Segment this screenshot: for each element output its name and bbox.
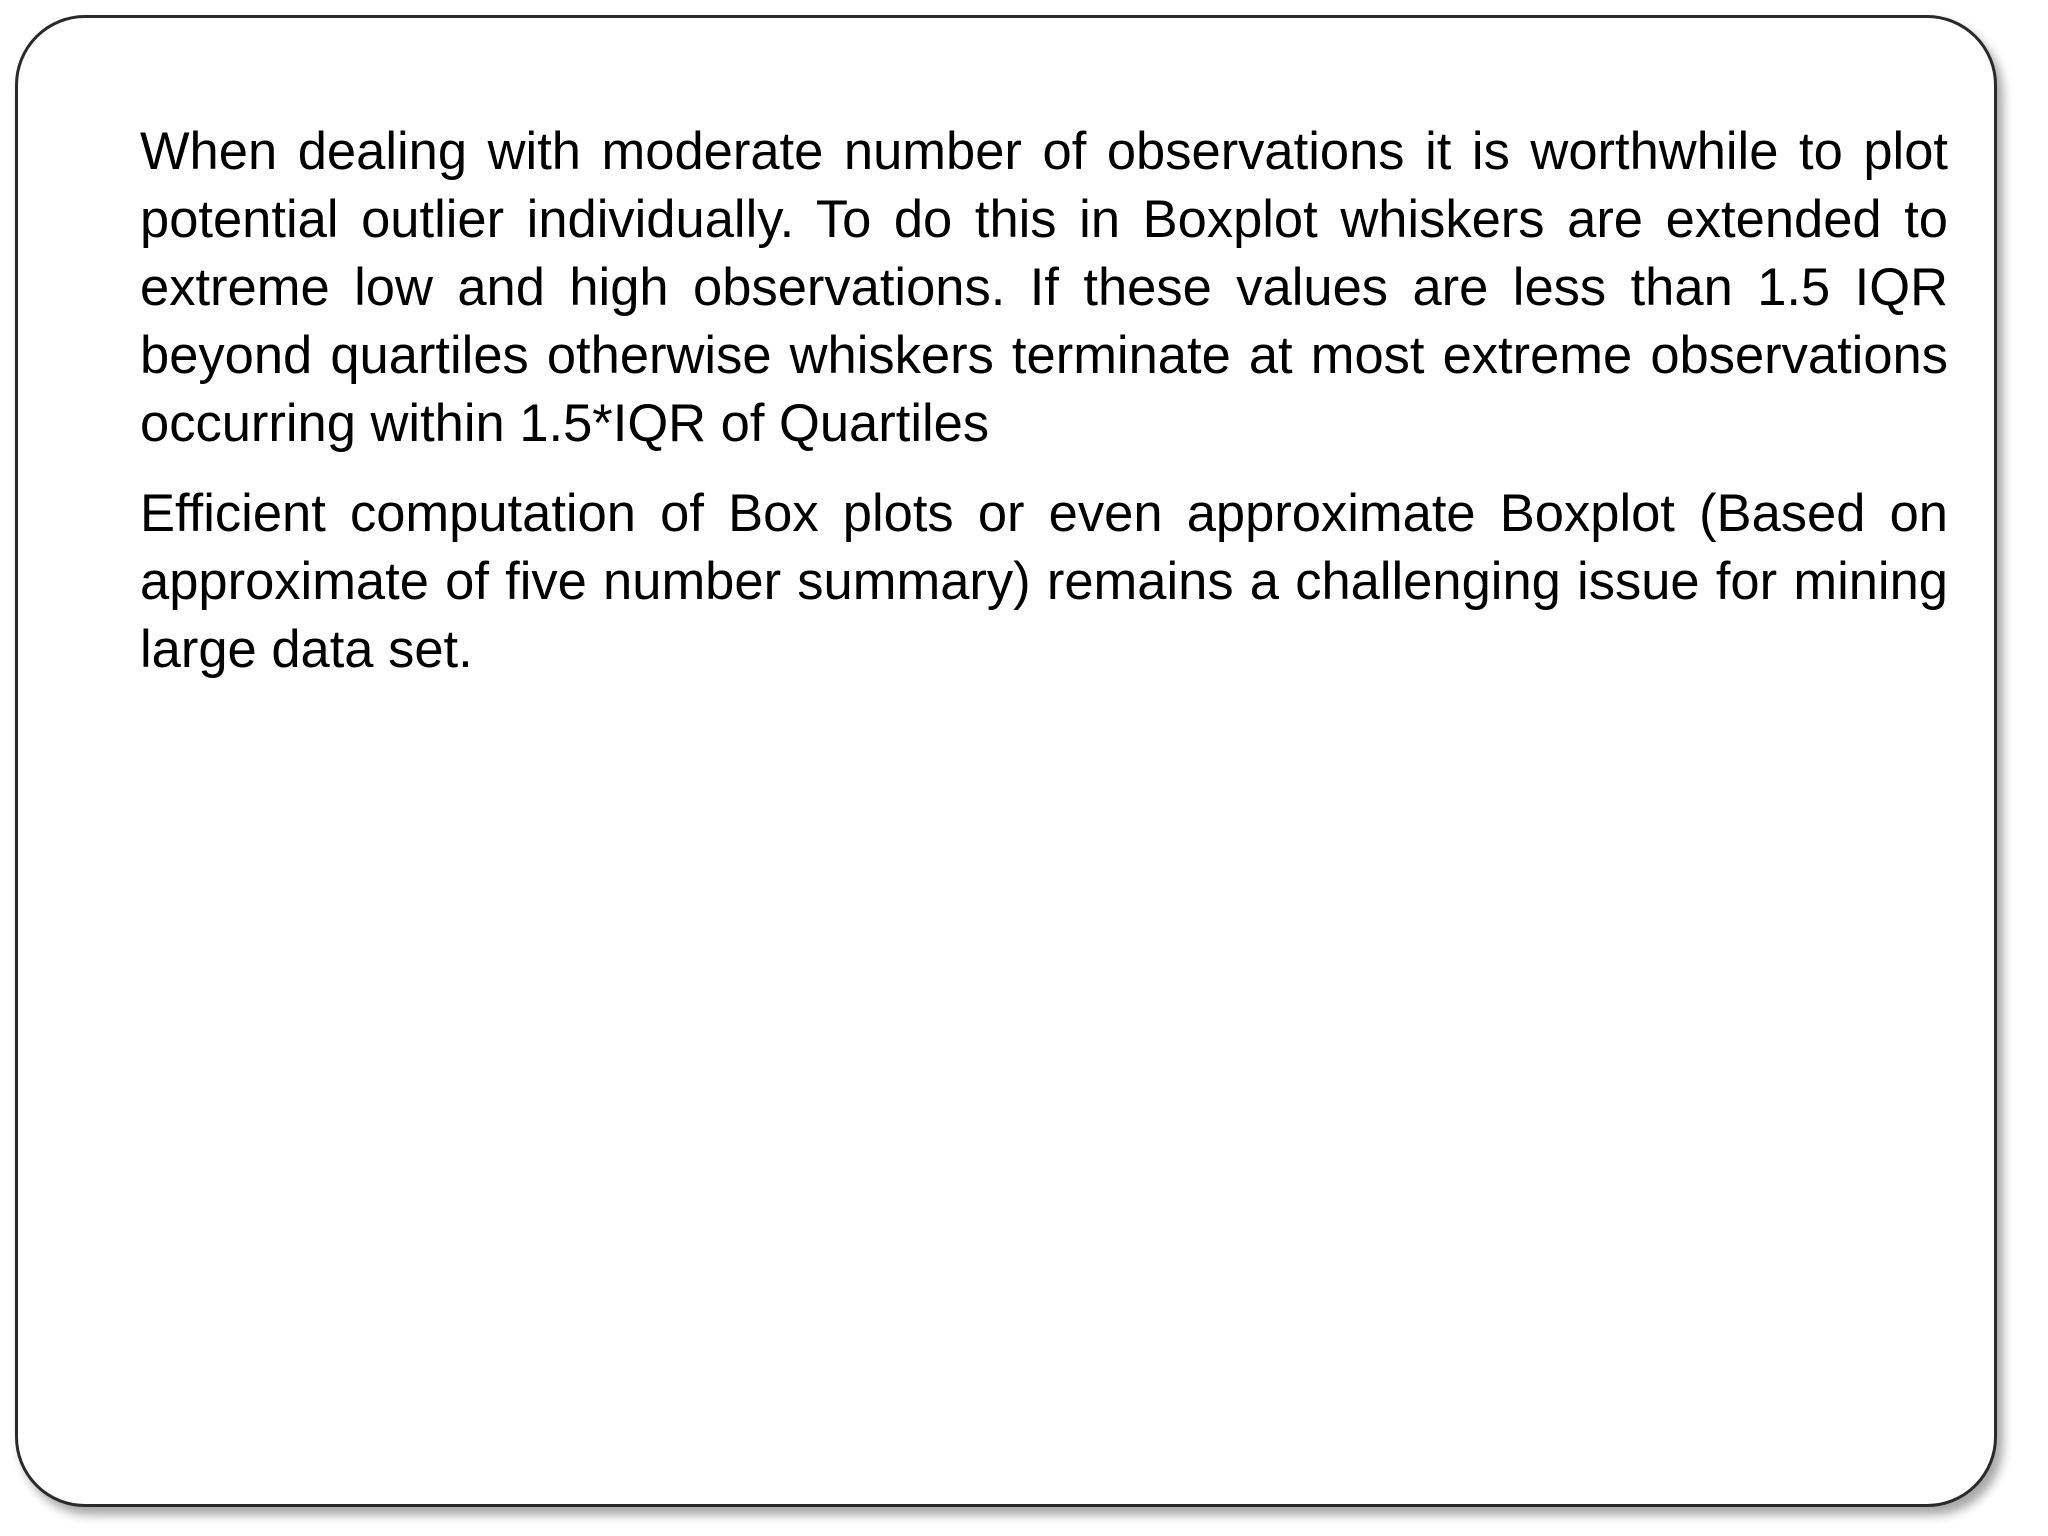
paragraph-whiskers-outliers: When dealing with moderate number of observations it is worthwhile to plot potential outlier individually. To do this in Boxplot whiskers are extended to extreme low and high observations. If these values are less than 1.5 IQR beyond quartiles otherwise whiskers terminate at most extreme observations occurring within 1.5*IQR of Quartiles: [140, 122, 1948, 453]
paragraph-efficient-computation: Efficient computation of Box plots or even approximate Boxplot (Based on approximate of five number summary) remains a challenging issue for mining large data set.: [140, 484, 1948, 679]
slide-body: [140, 118, 1948, 706]
